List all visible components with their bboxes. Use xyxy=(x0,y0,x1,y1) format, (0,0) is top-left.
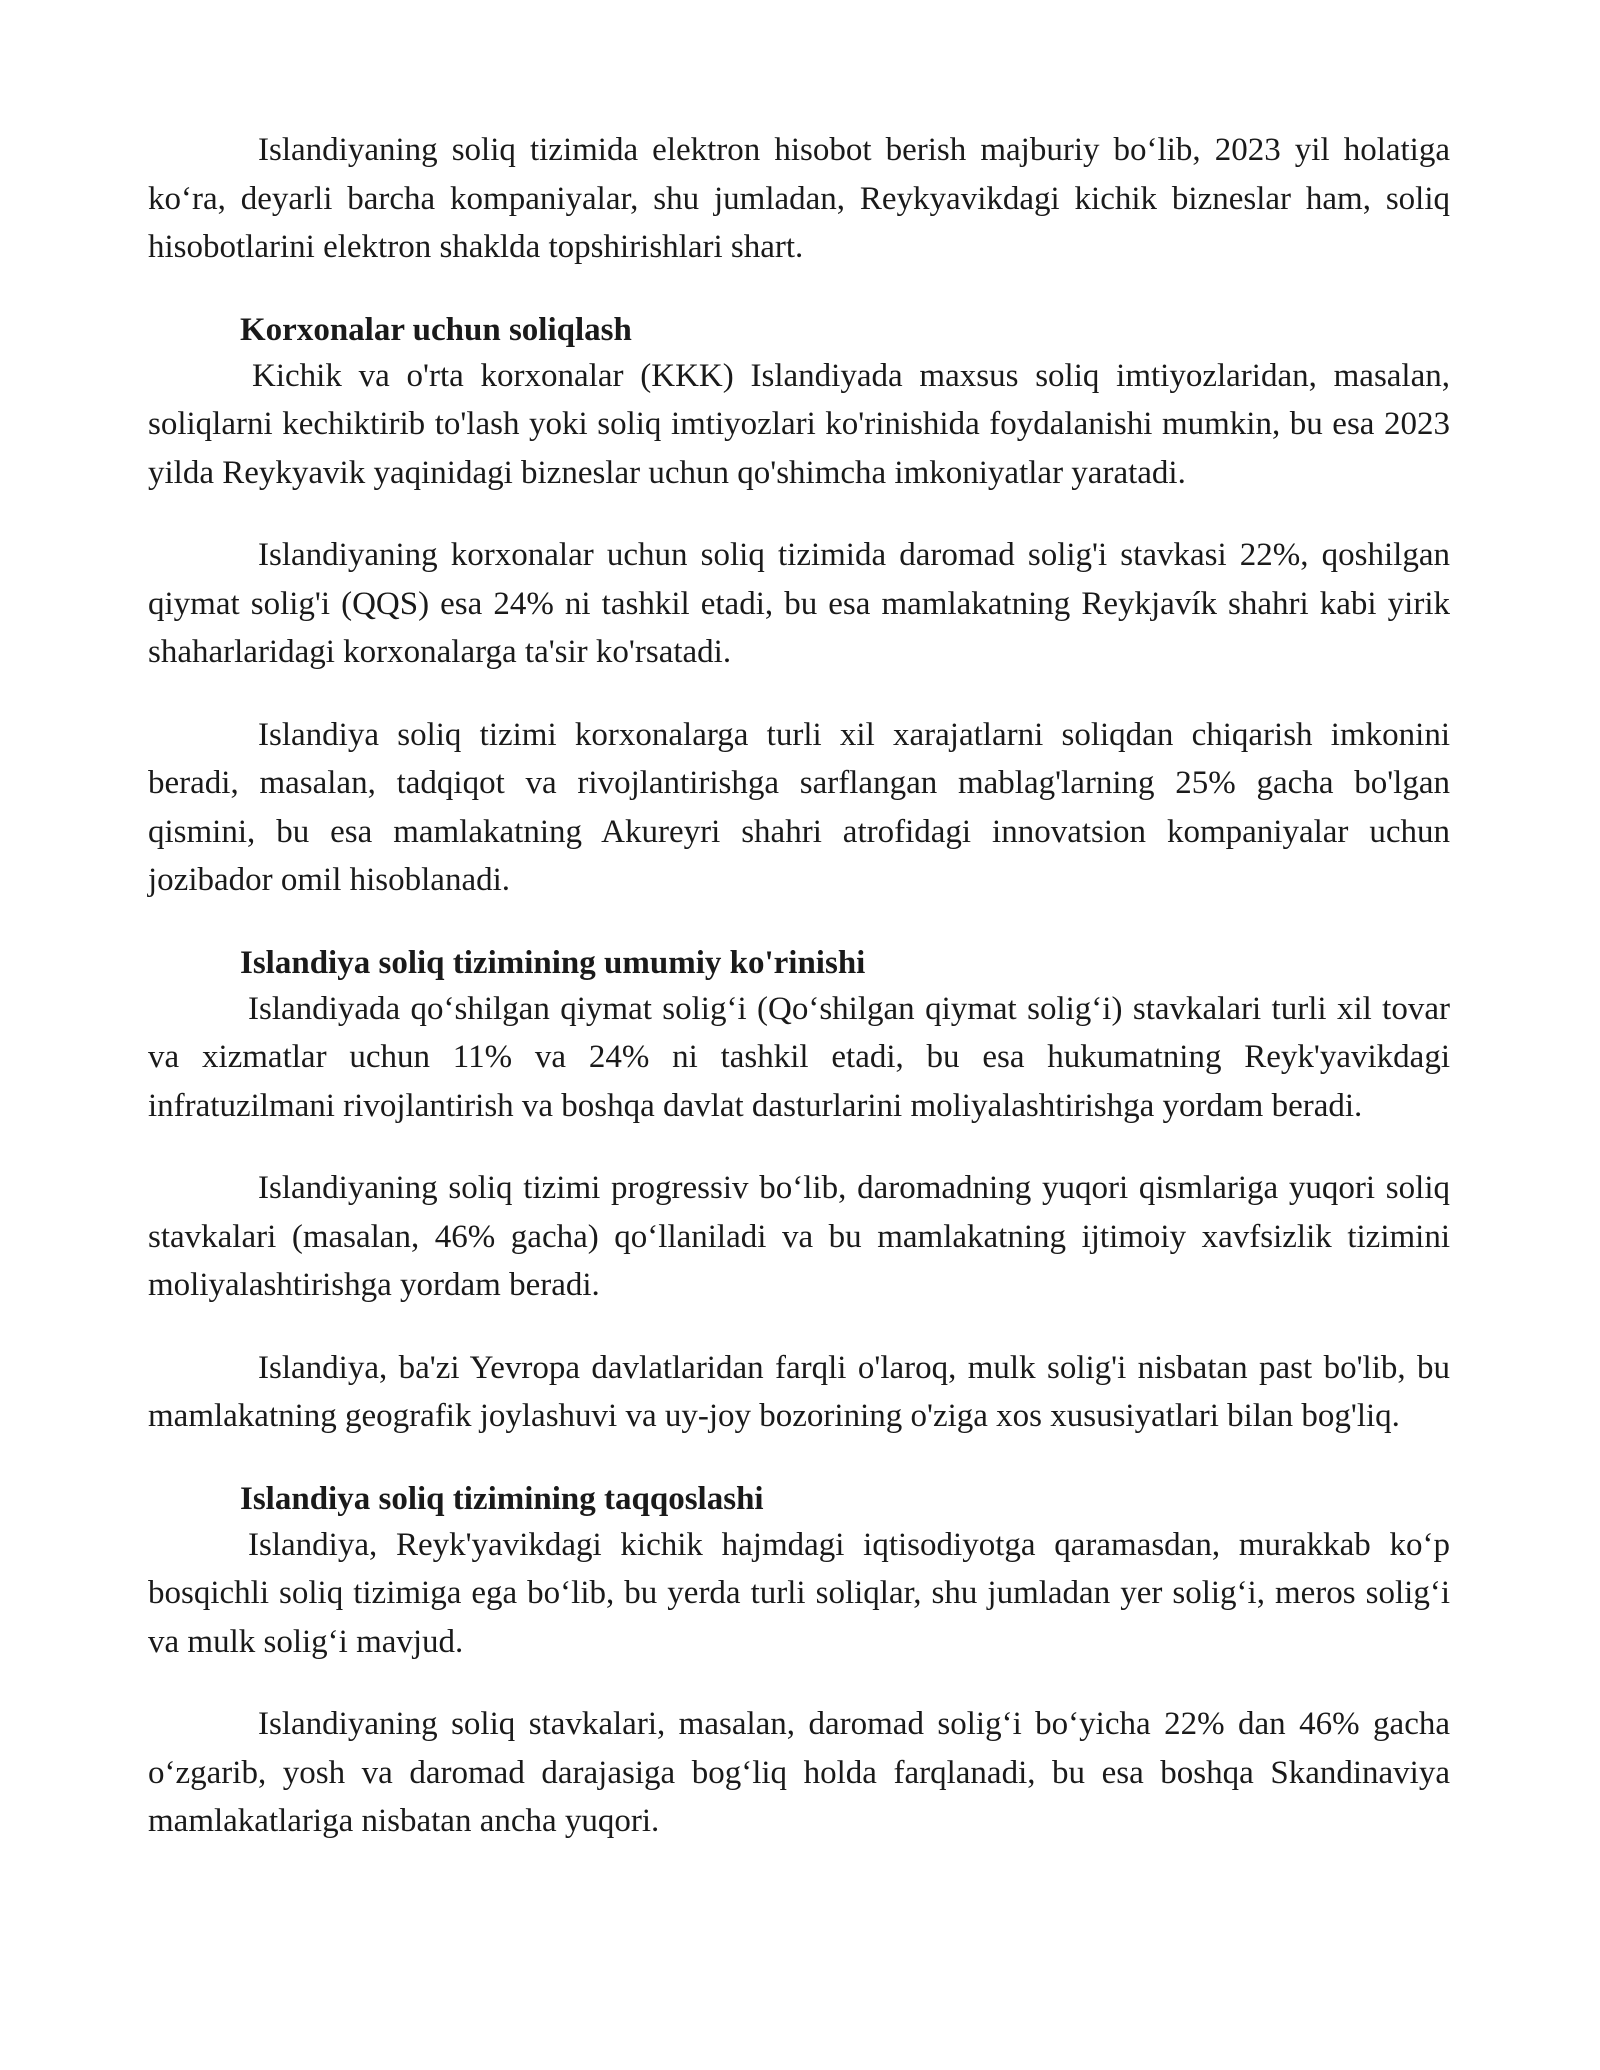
paragraph-progressive-tax: Islandiyaning soliq tizimi progressiv bo‘lib, daromadning yuqori qismlariga yuqori soliq stavkalari (masalan, 46% gacha) qo‘llaniladi va bu mamlakatning ijtimoiy xavfsizlik tizimini moliyalashtirishga yordam beradi. xyxy=(148,1170,1450,1303)
heading-tax-comparison: Islandiya soliq tizimining taqqoslashi xyxy=(240,1480,764,1517)
paragraph-vat-rates: Islandiyada qo‘shilgan qiymat solig‘i (Qo‘shilgan qiymat solig‘i) stavkalari turli xil tovar va xizmatlar uchun 11% va 24% ni tashkil etadi, bu esa hukumatning Reyk'yavikdagi infratuzilmani rivojlantirish va boshqa davlat dasturlarini moliyalashtirishga yordam beradi. xyxy=(148,990,1450,1124)
paragraph-electronic-reporting: Islandiyaning soliq tizimida elektron hisobot berish majburiy bo‘lib, 2023 yil holatiga ko‘ra, deyarli barcha kompaniyalar, shu jumladan, Reykyavikdagi kichik bizneslar ham, soliq hisobotlarini elektron shaklda topshirishlari shart. xyxy=(148,132,1450,265)
paragraph-sme-incentives: Kichik va o'rta korxonalar (KKK) Islandiyada maxsus soliq imtiyozlaridan, masalan, soliqlarni kechiktirib to'lash yoki soliq imtiyozlari ko'rinishida foydalanishi mumkin, bu esa 2023 yilda Reykyavik yaqinidagi bizneslar uchun qo'shimcha imkoniyatlar yaratadi. xyxy=(148,357,1450,491)
paragraph-corporate-rates: Islandiyaning korxonalar uchun soliq tizimida daromad solig'i stavkasi 22%, qoshilgan qiymat solig'i (QQS) esa 24% ni tashkil etadi, bu esa mamlakatning Reykjavík shahri kabi yirik shaharlaridagi korxonalarga ta'sir ko'rsatadi. xyxy=(148,537,1450,670)
paragraph-multilevel-system: Islandiya, Reyk'yavikdagi kichik hajmdagi iqtisodiyotga qaramasdan, murakkab ko‘p bosqichli soliq tizimiga ega bo‘lib, bu yerda turli soliqlar, shu jumladan yer solig‘i, meros solig‘i va mulk solig‘i mavjud. xyxy=(148,1526,1450,1660)
paragraph-property-tax: Islandiya, ba'zi Yevropa davlatlaridan farqli o'laroq, mulk solig'i nisbatan past bo'lib, bu mamlakatning geografik joylashuvi va uy-joy bozorining o'ziga xos xususiyatlari bilan bog'liq. xyxy=(148,1349,1450,1434)
paragraph-deductions: Islandiya soliq tizimi korxonalarga turli xil xarajatlarni soliqdan chiqarish imkonini beradi, masalan, tadqiqot va rivojlantirishga sarflangan mablag'larning 25% gacha bo'lgan qismini, bu esa mamlakatning Akureyri shahri atrofidagi innovatsion kompaniyalar uchun jozibador omil hisoblanadi. xyxy=(148,716,1450,898)
heading-business-taxation: Korxonalar uchun soliqlash xyxy=(240,311,632,348)
paragraph-income-tax-range: Islandiyaning soliq stavkalari, masalan, daromad solig‘i bo‘yicha 22% dan 46% gacha o‘zgarib, yosh va daromad darajasiga bog‘liq holda farqlanadi, bu esa boshqa Skandinaviya mamlakatlariga nisbatan ancha yuqori. xyxy=(148,1706,1450,1839)
document-page xyxy=(148,126,1450,1846)
heading-tax-overview: Islandiya soliq tizimining umumiy ko'rinishi xyxy=(240,944,866,981)
